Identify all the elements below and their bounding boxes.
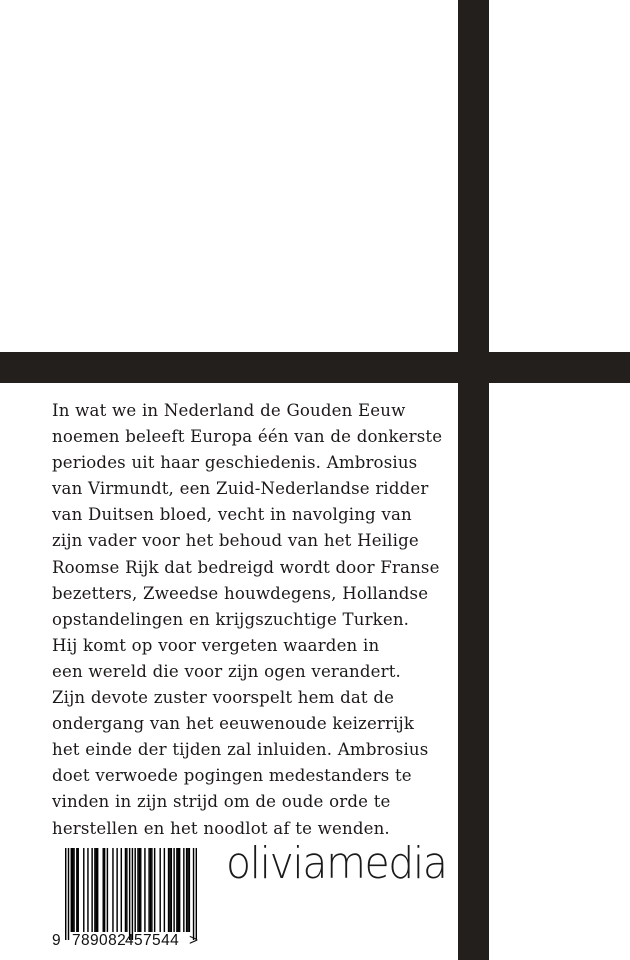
isbn-right-group: 457544	[125, 932, 180, 949]
blurb-line: In wat we in Nederland de Gouden Eeuw	[52, 401, 406, 420]
blurb-line: doet verwoede pogingen medestanders te	[52, 766, 412, 786]
blurb-line: herstellen en het noodlot af te wenden.	[52, 818, 390, 838]
blurb-line: Hij komt op voor vergeten waarden in	[52, 635, 380, 655]
blurb-line: Roomse Rijk dat bedreigd wordt door Franse	[52, 557, 440, 577]
blurb-line: het einde der tijden zal inluiden. Ambrosius	[52, 740, 429, 760]
publisher-logo: oliviamedia	[226, 838, 447, 889]
cross-horizontal-bar	[0, 352, 630, 383]
barcode-bars-icon	[65, 848, 197, 940]
blurb-line: zijn vader voor het behoud van het Heilige	[52, 531, 419, 551]
blurb-line: opstandelingen en krijgszuchtige Turken.	[52, 609, 410, 629]
isbn-left-group: 789082	[72, 932, 127, 949]
blurb-line: een wereld die voor zijn ogen verandert.	[52, 661, 401, 681]
back-cover-blurb	[52, 398, 452, 842]
cross-vertical-bar	[458, 0, 489, 960]
blurb-line: Zijn devote zuster voorspelt hem dat de	[52, 688, 395, 708]
blurb-line: van Duitsen bloed, vecht in navolging van	[52, 505, 412, 525]
isbn-barcode	[52, 848, 202, 956]
blurb-line: bezetters, Zweedse houwdegens, Hollandse	[52, 583, 429, 603]
blurb-line: noemen beleeft Europa één van de donkerste	[52, 427, 443, 447]
quiet-zone-marker: >	[189, 932, 199, 949]
blurb-line: van Virmundt, een Zuid-Nederlandse ridder	[52, 479, 429, 499]
blurb-line: vinden in zijn strijd om de oude orde te	[52, 792, 391, 812]
isbn-prefix: 9	[52, 932, 61, 949]
blurb-line: ondergang van het eeuwenoude keizerrijk	[52, 714, 415, 734]
blurb-line: periodes uit haar geschiedenis. Ambrosius	[52, 453, 418, 473]
